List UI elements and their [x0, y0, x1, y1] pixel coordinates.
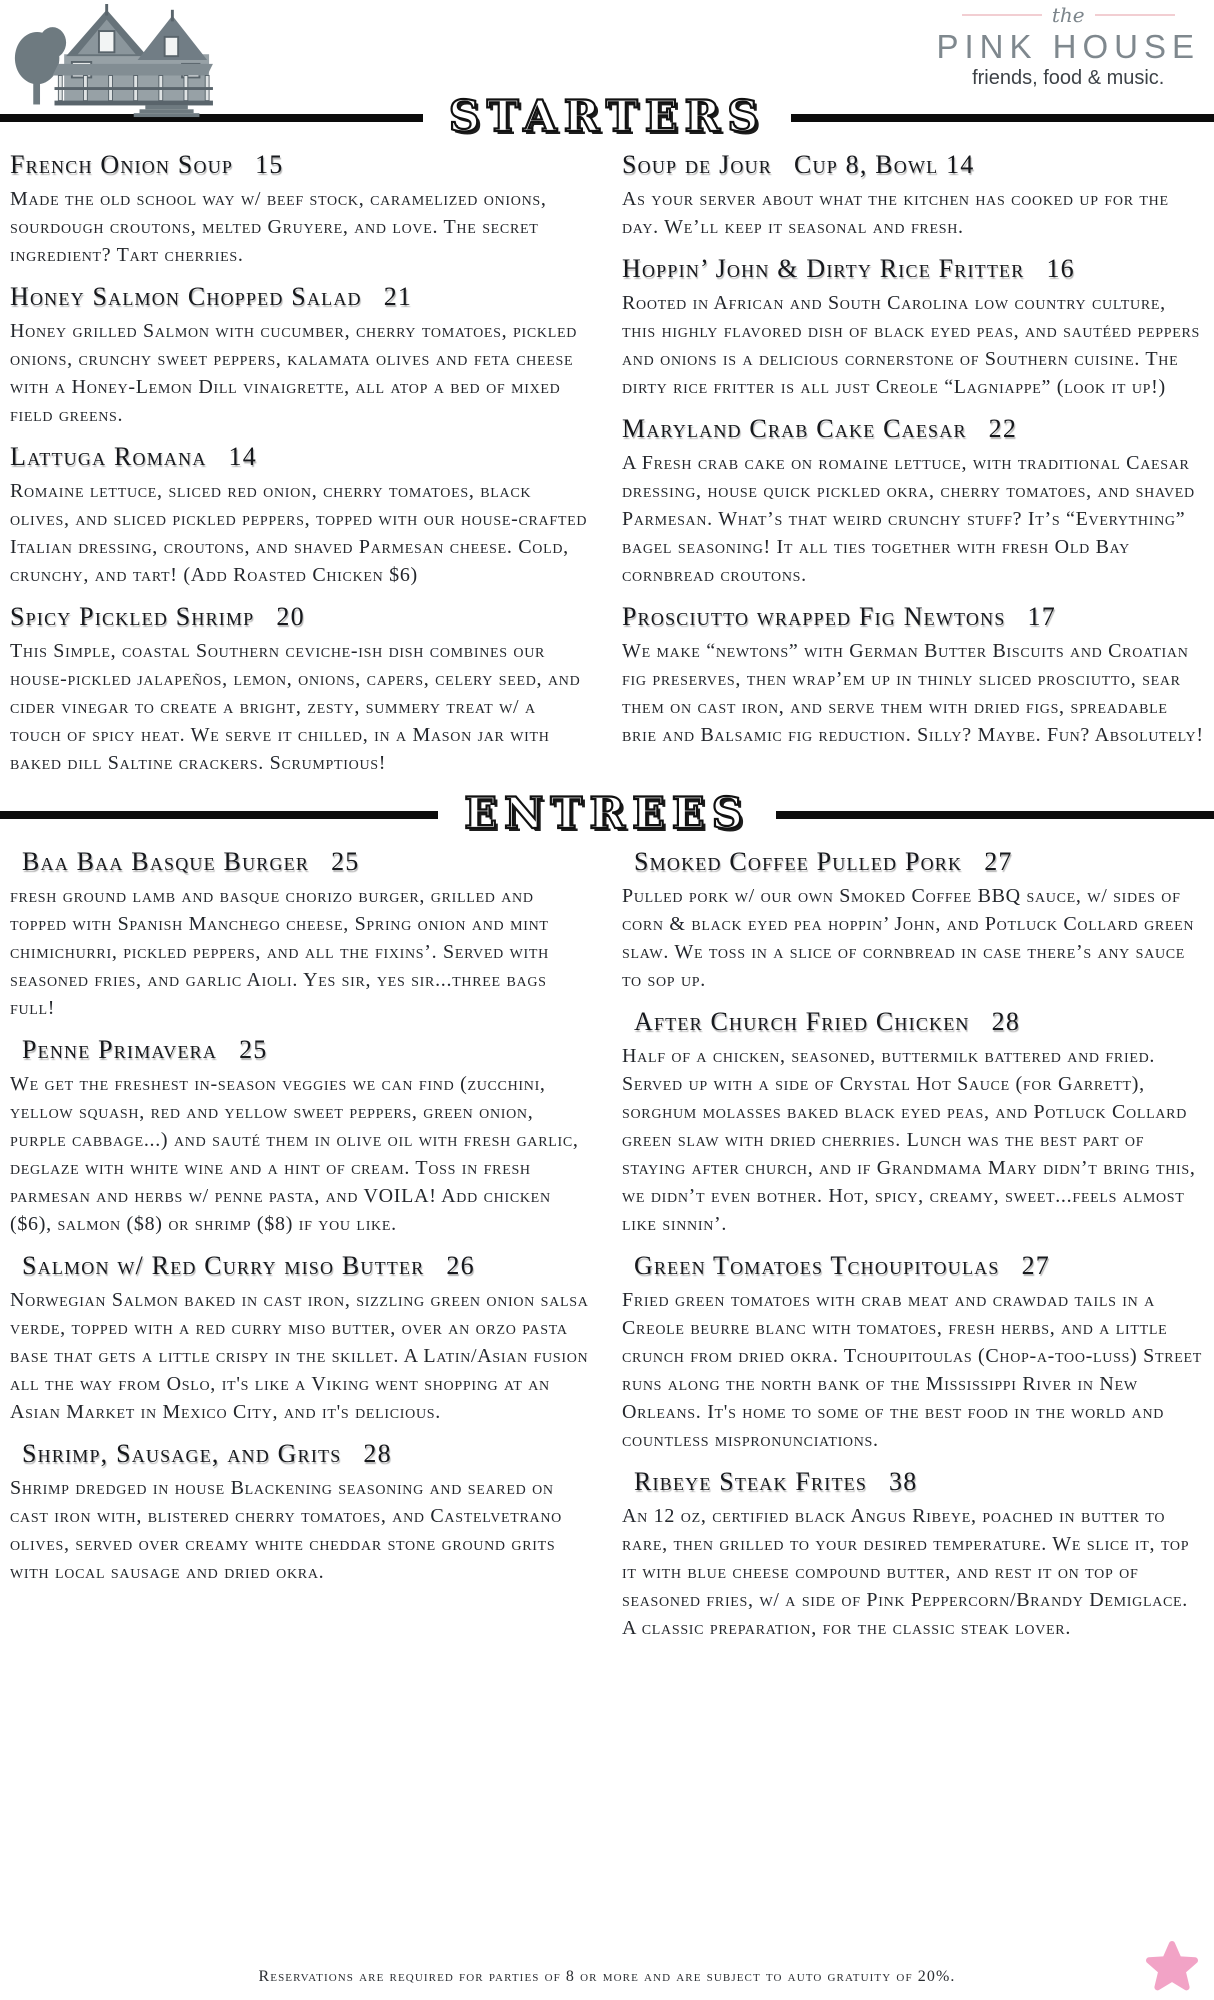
starters-section: [0, 94, 1214, 777]
item-name: Ribeye Steak Frites: [634, 1466, 868, 1496]
menu-item: [10, 150, 592, 269]
starters-title: STARTERS: [448, 92, 766, 142]
entrees-left-column: [10, 840, 592, 1642]
starters-columns: [0, 143, 1214, 777]
menu-item: [622, 1007, 1204, 1238]
entrees-columns: [0, 840, 1214, 1642]
menu-item: [10, 847, 592, 1022]
house-illustration: [10, 4, 242, 118]
item-name: Baa Baa Basque Burger: [22, 847, 310, 877]
item-price: 28: [991, 1007, 1021, 1037]
item-name: Spicy Pickled Shrimp: [10, 601, 255, 631]
item-description: Half of a chicken, seasoned, buttermilk battered and fried. Served up with a side of Crystal Hot Sauce (for Garrett), sorghum molasses baked black eyed peas, and Potluck Collard green slaw with dried cherries. Lunch was the best part of staying after church, and if Grandmama Mary didn’t bring this, we didn’t even bother. Hot, spicy, creamy, sweet...feels almost like sinnin’.: [622, 1044, 1196, 1235]
divider-rule-right: [791, 114, 1214, 122]
item-description: Made the old school way w/ beef stock, caramelized onions, sourdough croutons, melted Gruyere, and love. The secret ingredient? Tart cherries.: [10, 188, 547, 267]
item-description: We get the freshest in-season veggies we can find (zucchini, yellow squash, red and yellow sweet peppers, green onion, purple cabbage...) and sauté them in olive oil with fresh garlic, deglaze with white wine and a hint of cream. Toss in fresh parmesan and herbs w/ penne pasta, and VOILA! Add chicken ($6), salmon ($8) or shrimp ($8) if you like.: [10, 1072, 579, 1235]
brand-name: PINK HOUSE: [936, 28, 1200, 65]
menu-item: [622, 150, 1204, 241]
item-price: 15: [255, 150, 284, 180]
item-title: [622, 1467, 1204, 1497]
divider-rule-right: [776, 811, 1214, 819]
item-name: Salmon w/ Red Curry miso Butter: [22, 1250, 425, 1280]
menu-item: [10, 1035, 592, 1238]
item-description: As your server about what the kitchen has cooked up for the day. We’ll keep it seasonal and fresh.: [622, 188, 1169, 239]
item-price: 27: [984, 847, 1013, 877]
item-title: [10, 1035, 592, 1065]
item-description: Fried green tomatoes with crab meat and crawdad tails in a Creole beurre blanc with tomatoes, fresh herbs, and a little crunch from dried okra. Tchoupitoulas (Chop-a-too-luss) Street runs along the north bank of the Mississippi River in New Orleans. It's home to some of the best food in the world and countless mispronunciations.: [622, 1288, 1202, 1451]
starters-left-column: [10, 143, 592, 777]
item-title: [10, 282, 592, 312]
item-price: 20: [276, 601, 305, 631]
logo-the: the: [1051, 3, 1085, 27]
item-name: Shrimp, Sausage, and Grits: [22, 1438, 342, 1468]
item-description: We make “newtons” with German Butter Biscuits and Croatian fig preserves, then wrap’em up in thinly sliced prosciutto, sear them on cast iron, and serve them with dried figs, spreadable brie and Balsamic fig reduction. Silly? Maybe. Fun? Absolutely!: [622, 639, 1204, 746]
item-price: 22: [988, 414, 1018, 444]
reservation-note: Reservations are required for parties of 8 or more and are subject to auto gratuity of 20%.: [0, 1962, 1214, 1992]
item-description: A Fresh crab cake on romaine lettuce, with traditional Caesar dressing, house quick pickled okra, cherry tomatoes, and shaved Parmesan. What’s that weird crunchy stuff? It’s “Everything” bagel seasoning! It all ties together with fresh Old Bay cornbread croutons.: [622, 451, 1195, 586]
menu-item: [622, 847, 1204, 994]
item-price: 21: [383, 282, 413, 312]
logo-left-rule: [962, 14, 1042, 16]
item-price: 26: [446, 1250, 475, 1280]
menu-item: [10, 1251, 592, 1426]
brand-logo: [936, 3, 1200, 90]
menu-item: [622, 602, 1204, 749]
item-name: Smoked Coffee Pulled Pork: [634, 847, 963, 877]
item-title: [10, 847, 592, 877]
item-description: Pulled pork w/ our own Smoked Coffee BBQ sauce, w/ sides of corn & black eyed pea hoppin’ John, and Potluck Collard green slaw. We toss in a slice of cornbread in case there’s any sauce to sop up.: [622, 885, 1195, 992]
item-title: [622, 1007, 1204, 1037]
item-name: Green Tomatoes Tchoupitoulas: [634, 1250, 1000, 1280]
item-description: Norwegian Salmon baked in cast iron, sizzling green onion salsa verde, topped with a red curry miso butter, over an orzo pasta base that gets a little crispy in the skillet. A Latin/Asian fusion all the way from Oslo, it's like a Viking went shopping at an Asian Market in Mexico City, and it's delicious.: [10, 1288, 589, 1423]
item-title: [622, 1251, 1204, 1281]
item-name: Soup de Jour: [622, 150, 772, 180]
menu-header: [0, 0, 1214, 94]
item-description: Rooted in African and South Carolina low country culture, this highly flavored dish of black eyed peas, and sautéed peppers and onions is a delicious cornerstone of Southern cuisine. The dirty rice fritter is all just Creole “Lagniappe” (look it up!): [622, 292, 1200, 399]
item-title: [622, 150, 1204, 180]
item-title: [622, 847, 1204, 877]
item-name: French Onion Soup: [10, 150, 234, 180]
item-title: [622, 602, 1204, 632]
item-name: Hoppin’ John & Dirty Rice Fritter: [622, 254, 1025, 284]
item-title: [10, 1251, 592, 1281]
item-title: [10, 1439, 592, 1469]
item-title: [10, 602, 592, 632]
item-title: [622, 414, 1204, 444]
item-name: After Church Fried Chicken: [634, 1007, 970, 1037]
item-price: Cup 8, Bowl 14: [794, 150, 975, 180]
menu-item: [10, 602, 592, 777]
item-description: Honey grilled Salmon with cucumber, cherry tomatoes, pickled onions, crunchy sweet peppers, kalamata olives and feta cheese with a Honey-Lemon Dill vinaigrette, all atop a bed of mixed field greens.: [10, 320, 578, 427]
logo-right-rule: [1095, 14, 1175, 16]
item-price: 38: [889, 1466, 918, 1496]
menu-item: [10, 442, 592, 589]
item-price: 16: [1046, 254, 1075, 284]
pink-star-icon: [1146, 1940, 1198, 1992]
menu-item: [622, 1467, 1204, 1642]
menu-item: [622, 414, 1204, 589]
item-title: [10, 442, 592, 472]
menu-item: [622, 1251, 1204, 1454]
divider-rule-left: [0, 811, 438, 819]
starters-right-column: [622, 143, 1204, 777]
item-name: Prosciutto wrapped Fig Newtons: [622, 601, 1006, 631]
item-name: Honey Salmon Chopped Salad: [10, 282, 362, 312]
menu-item: [10, 1439, 592, 1586]
item-name: Maryland Crab Cake Caesar: [622, 414, 967, 444]
item-title: [622, 254, 1204, 284]
item-description: fresh ground lamb and basque chorizo burger, grilled and topped with Spanish Manchego cheese, Spring onion and mint chimichurri, pickled peppers, and all the fixins’. Served with seasoned fries, and garlic Aioli. Yes sir, yes sir...three bags full!: [10, 885, 549, 1020]
entrees-right-column: [622, 840, 1204, 1642]
item-price: 25: [239, 1035, 268, 1065]
item-description: An 12 oz, certified black Angus Ribeye, poached in butter to rare, then grilled to your desired temperature. We slice it, top it with blue cheese compound butter, and rest it on top of seasoned fries, w/ a side of Pink Peppercorn/Brandy Demiglace. A classic preparation, for the classic steak lover.: [622, 1504, 1190, 1639]
entrees-title: ENTREES: [464, 788, 750, 839]
item-name: Penne Primavera: [22, 1035, 218, 1065]
item-price: 28: [363, 1438, 392, 1468]
item-name: Lattuga Romana: [10, 442, 207, 472]
item-price: 25: [331, 847, 360, 877]
item-price: 17: [1027, 601, 1056, 631]
item-price: 27: [1021, 1250, 1050, 1280]
item-title: [10, 150, 592, 180]
brand-tagline: friends, food & music.: [972, 67, 1165, 89]
item-description: This Simple, coastal Southern ceviche-ish dish combines our house-pickled jalapeños, lemon, onions, capers, celery seed, and cider vinegar to create a bright, zesty, summery treat w/ a touch of spicy heat. We serve it chilled, in a Mason jar with baked dill Saltine crackers. Scrumptious!: [10, 639, 581, 774]
menu-item: [622, 254, 1204, 401]
entrees-divider: [0, 788, 1214, 839]
item-price: 14: [228, 442, 257, 472]
item-description: Romaine lettuce, sliced red onion, cherry tomatoes, black olives, and sliced pickled peppers, topped with our house-crafted Italian dressing, croutons, and shaved Parmesan cheese. Cold, crunchy, and tart! (Add Roasted Chicken $6): [10, 479, 588, 586]
entrees-section: [0, 788, 1214, 1642]
item-description: Shrimp dredged in house Blackening seasoning and seared on cast iron with, blistered cherry tomatoes, and Castelvetrano olives, served over creamy white cheddar stone ground grits with local sausage and dried okra.: [10, 1476, 562, 1583]
menu-item: [10, 282, 592, 429]
